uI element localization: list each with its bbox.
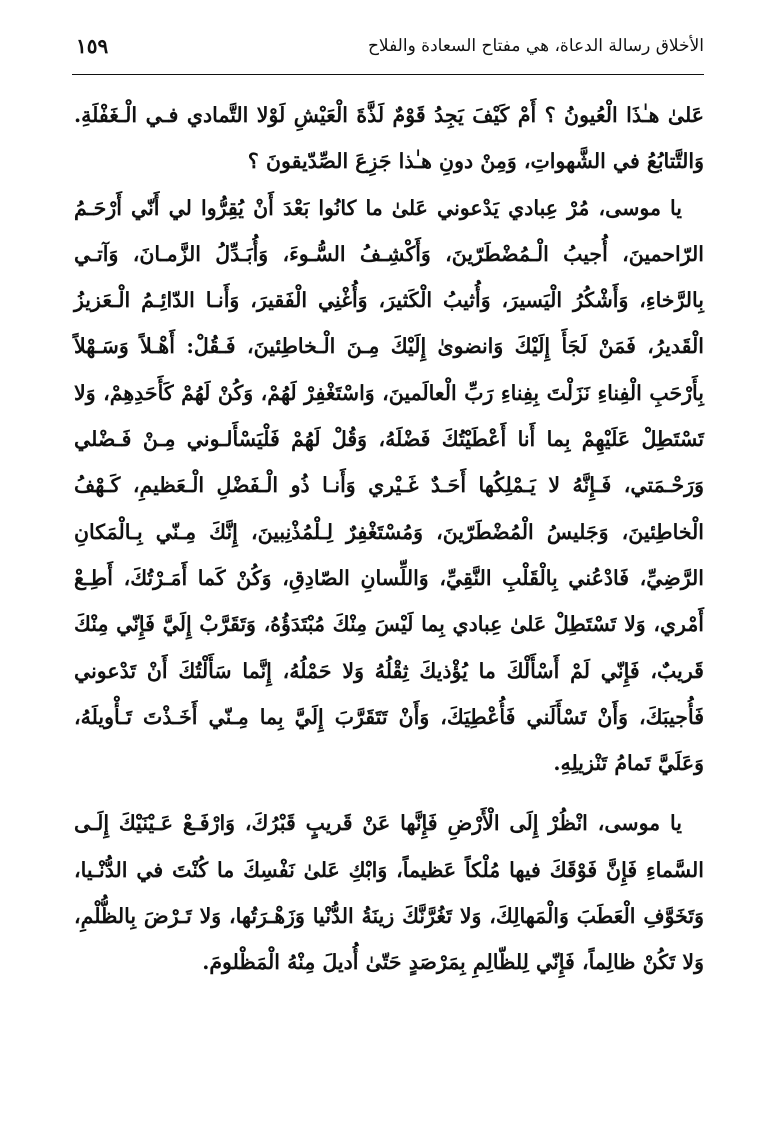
paragraph-3: يا موسى، انْظُرْ إِلَى الْأَرْضِ فَإِنَّها عَنْ قَريبٍ قَبْرُكَ، وَارْفَـعْ عَـيْنَيْكَ إِلَـى السَّماءِ فَإِنَّ فَوْقَكَ فيها مُلْكاً عَظيماً، وَابْكِ عَلىٰ نَفْسِكَ ما كُنْتَ في الدُّنْـيا، وَتَخَوَّفِ الْعَطَبَ وَالْمَهالِكَ، وَلا تَغُرَّنَّكَ زينَةُ الدُّنْيا وَزَهْـرَتُها، وَلا تَـرْضَ بِالظُّلْمِ، وَلا تَكُنْ ظالِماً، فَإِنّي لِلظّالِمِ بِمَرْصَدٍ حَتّىٰ أُديلَ مِنْهُ الْمَظْلومَ. [74, 811, 704, 975]
paragraph-2: يا موسى، مُرْ عِبادي يَدْعوني عَلىٰ ما كانُوا بَعْدَ أَنْ يُقِرُّوا لي أَنّي أَرْحَـمُ الرّاحمينَ، أُجيبُ الْـمُضْطَرّينَ، وَأَكْشِـفُ السُّـوءَ، وَأُبَـدِّلُ الزَّمـانَ، وَآتـي بِالرَّخاءِ، وَأَشْكُرُ الْيَسيرَ، وَأُثيبُ الْكَثيرَ، وَأُغْنِي الْفَقيرَ، وَأَنـا الدّائِـمُ الْـعَزيزُ الْقَديرُ، فَمَنْ لَجَأَ إِلَيْكَ وَانضوىٰ إِلَيْكَ مِـنَ الْـخاطِئينَ، فَـقُلْ: أَهْـلاً وَسَـهْلاً بِأَرْحَبِ الْفِناءِ نَزَلْتَ بِفِناءِ رَبِّ الْعالَمينَ، وَاسْتَغْفِرْ لَهُمْ، وَكُنْ لَهُمْ كَأَحَدِهِمْ، وَلا تَسْتَطِلْ عَلَيْهِمْ بِما أَنا أَعْطَيْتُكَ فَضْلَهُ، وَقُلْ لَهُمْ فَلْيَسْأَلـوني مِـنْ فَـضْلي وَرَحْـمَتي، فَـإِنَّهُ لا يَـمْلِكُها أَحَـدٌ غَـيْري وَأَنـا ذُو الْـفَضْلِ الْـعَظيمِ، كَـهْفُ الْخاطِئينَ، وَجَليسُ الْمُضْطَرّينَ، وَمُسْتَغْفِرٌ لِـلْمُذْنِبينَ، إِنَّكَ مِـنّي بِـالْمَكانِ الرَّضِيِّ، فَادْعُني بِالْقَلْبِ النَّقِيِّ، وَاللِّسانِ الصّادِقِ، وَكُنْ كَما أَمَـرْتُكَ، أَطِـعْ أَمْري، وَلا تَسْتَطِلْ عَلىٰ عِبادي بِما لَيْسَ مِنْكَ مُبْتَدَؤُهُ، وَتَقَرَّبْ إِلَيَّ فَإِنّي مِنْكَ قَريبٌ، فَإِنّي لَمْ أَسْأَلْكَ ما يُؤْذيكَ ثِقْلُهُ وَلا حَمْلُهُ، إِنَّما سَأَلْتُكَ أَنْ تَدْعوني فَأُجيبَكَ، وَأَنْ تَسْأَلَني فَأُعْطِيَكَ، وَأَنْ تَتَقَرَّبَ إِلَيَّ بِما مِـنّي أَخَـذْتَ تَـأْويلَهُ، وَعَلَيَّ تَمامُ تَنْزيلِهِ. [74, 195, 704, 776]
body-text [74, 92, 704, 986]
paragraph-1: عَلىٰ هـٰذَا الْعُيونُ ؟ أَمْ كَيْفَ يَجِدُ قَوْمٌ لَذَّةَ الْعَيْشِ لَوْلا التَّمادي فـي الْـغَفْلَةِ. وَالتَّتابُعُ في الشَّهواتِ، وَمِنْ دونِ هـٰذا جَزِعَ الصِّدّيقونَ ؟ [74, 103, 704, 174]
running-header [72, 30, 704, 75]
page-number: ١٥٩ [76, 34, 109, 58]
header-title: الأخلاق رسالة الدعاة، هي مفتاح السعادة والفلاح [367, 36, 704, 56]
